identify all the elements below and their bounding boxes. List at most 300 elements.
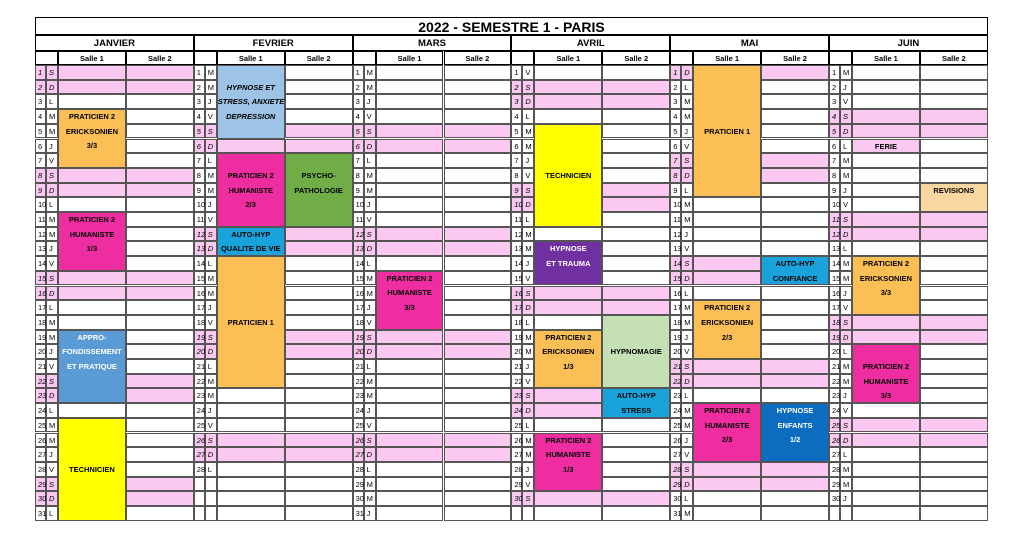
day-cell[interactable]: [126, 124, 194, 139]
day-cell[interactable]: [693, 477, 761, 492]
day-cell[interactable]: [376, 183, 444, 198]
day-cell[interactable]: [444, 477, 512, 492]
day-cell[interactable]: [920, 241, 988, 256]
day-cell[interactable]: [58, 94, 126, 109]
day-cell[interactable]: [285, 256, 353, 271]
day-cell[interactable]: [444, 109, 512, 124]
day-cell[interactable]: [376, 168, 444, 183]
day-cell[interactable]: [376, 403, 444, 418]
day-cell[interactable]: [217, 506, 285, 521]
event-block[interactable]: [58, 212, 126, 271]
day-cell[interactable]: [444, 374, 512, 389]
day-cell[interactable]: [376, 212, 444, 227]
event-block[interactable]: [761, 256, 829, 285]
day-cell[interactable]: [376, 506, 444, 521]
day-cell[interactable]: [852, 315, 920, 330]
day-cell[interactable]: [602, 300, 670, 315]
weekday-letter: L: [364, 462, 376, 477]
day-cell[interactable]: [761, 227, 829, 242]
day-cell[interactable]: [376, 124, 444, 139]
day-cell[interactable]: [126, 300, 194, 315]
day-cell[interactable]: [852, 94, 920, 109]
day-cell[interactable]: [285, 227, 353, 242]
event-block[interactable]: [852, 344, 920, 403]
day-cell[interactable]: [534, 506, 602, 521]
event-block[interactable]: [217, 65, 285, 139]
day-cell[interactable]: [852, 491, 920, 506]
day-cell[interactable]: [444, 80, 512, 95]
day-cell[interactable]: [534, 80, 602, 95]
day-cell[interactable]: [693, 462, 761, 477]
day-cell[interactable]: [444, 447, 512, 462]
day-cell[interactable]: [693, 227, 761, 242]
day-cell[interactable]: [126, 403, 194, 418]
day-cell[interactable]: [126, 330, 194, 345]
day-cell[interactable]: [58, 315, 126, 330]
event-block[interactable]: [534, 330, 602, 389]
day-cell[interactable]: [376, 241, 444, 256]
day-cell[interactable]: [920, 153, 988, 168]
day-cell[interactable]: [920, 286, 988, 301]
day-cell[interactable]: [852, 153, 920, 168]
day-cell[interactable]: [761, 197, 829, 212]
day-cell[interactable]: [852, 227, 920, 242]
event-block[interactable]: [534, 241, 602, 285]
day-cell[interactable]: [444, 315, 512, 330]
day-cell[interactable]: [534, 388, 602, 403]
day-cell[interactable]: [285, 506, 353, 521]
day-cell[interactable]: [852, 241, 920, 256]
day-cell[interactable]: [285, 344, 353, 359]
day-cell[interactable]: [444, 403, 512, 418]
day-cell[interactable]: [126, 506, 194, 521]
event-block[interactable]: [217, 227, 285, 256]
day-cell[interactable]: [217, 491, 285, 506]
day-cell[interactable]: [920, 462, 988, 477]
day-cell[interactable]: [693, 241, 761, 256]
day-cell[interactable]: [761, 65, 829, 80]
day-cell[interactable]: [285, 241, 353, 256]
day-cell[interactable]: [217, 418, 285, 433]
day-cell[interactable]: [761, 491, 829, 506]
day-cell[interactable]: [602, 124, 670, 139]
day-cell[interactable]: [602, 227, 670, 242]
day-cell[interactable]: [852, 212, 920, 227]
day-cell[interactable]: [444, 506, 512, 521]
day-cell[interactable]: [761, 359, 829, 374]
day-cell[interactable]: [376, 418, 444, 433]
day-cell[interactable]: [217, 139, 285, 154]
day-cell[interactable]: [58, 403, 126, 418]
day-cell[interactable]: [444, 388, 512, 403]
day-cell[interactable]: [920, 330, 988, 345]
day-cell[interactable]: [126, 359, 194, 374]
day-cell[interactable]: [285, 403, 353, 418]
day-cell[interactable]: [376, 477, 444, 492]
day-cell[interactable]: [602, 433, 670, 448]
day-cell[interactable]: [852, 197, 920, 212]
day-cell[interactable]: [376, 227, 444, 242]
day-cell[interactable]: [444, 153, 512, 168]
day-cell[interactable]: [920, 109, 988, 124]
day-cell[interactable]: [602, 80, 670, 95]
day-cell[interactable]: [693, 388, 761, 403]
day-cell[interactable]: [444, 271, 512, 286]
day-cell[interactable]: [602, 447, 670, 462]
day-cell[interactable]: [534, 109, 602, 124]
day-cell[interactable]: [444, 491, 512, 506]
day-cell[interactable]: [126, 212, 194, 227]
day-cell[interactable]: [852, 403, 920, 418]
day-cell[interactable]: [217, 447, 285, 462]
day-cell[interactable]: [285, 491, 353, 506]
day-cell[interactable]: [126, 65, 194, 80]
day-cell[interactable]: [920, 388, 988, 403]
day-number: 13: [35, 241, 46, 256]
event-block[interactable]: [852, 256, 920, 315]
day-cell[interactable]: [285, 65, 353, 80]
day-cell[interactable]: [217, 403, 285, 418]
day-cell[interactable]: [217, 462, 285, 477]
day-cell[interactable]: [761, 300, 829, 315]
day-cell[interactable]: [444, 124, 512, 139]
day-cell[interactable]: [602, 197, 670, 212]
day-cell[interactable]: [444, 433, 512, 448]
day-cell[interactable]: [693, 197, 761, 212]
day-cell[interactable]: [126, 447, 194, 462]
day-cell[interactable]: [761, 330, 829, 345]
day-cell[interactable]: [126, 491, 194, 506]
day-cell[interactable]: [444, 286, 512, 301]
day-cell[interactable]: [285, 80, 353, 95]
day-cell[interactable]: [534, 315, 602, 330]
day-cell[interactable]: [602, 418, 670, 433]
day-cell[interactable]: [126, 433, 194, 448]
day-cell[interactable]: [376, 359, 444, 374]
event-block[interactable]: [376, 271, 444, 330]
day-cell[interactable]: [761, 168, 829, 183]
day-cell[interactable]: [920, 300, 988, 315]
day-cell[interactable]: [852, 109, 920, 124]
day-cell[interactable]: [285, 447, 353, 462]
day-cell[interactable]: [376, 65, 444, 80]
day-cell[interactable]: [761, 462, 829, 477]
day-cell[interactable]: [852, 168, 920, 183]
day-cell[interactable]: [602, 168, 670, 183]
day-cell[interactable]: [852, 65, 920, 80]
day-cell[interactable]: [58, 197, 126, 212]
day-cell[interactable]: [534, 418, 602, 433]
day-cell[interactable]: [920, 433, 988, 448]
day-cell[interactable]: [852, 477, 920, 492]
day-cell[interactable]: [444, 183, 512, 198]
day-cell[interactable]: [920, 94, 988, 109]
day-cell[interactable]: [602, 212, 670, 227]
day-cell[interactable]: [534, 403, 602, 418]
day-cell[interactable]: [376, 462, 444, 477]
day-cell[interactable]: [534, 227, 602, 242]
day-cell[interactable]: [285, 330, 353, 345]
day-cell[interactable]: [693, 212, 761, 227]
day-number: 24: [35, 403, 46, 418]
day-cell[interactable]: [534, 300, 602, 315]
day-cell[interactable]: [602, 506, 670, 521]
day-cell[interactable]: [444, 94, 512, 109]
day-cell[interactable]: [602, 94, 670, 109]
day-cell[interactable]: [285, 139, 353, 154]
day-number: 10: [194, 197, 205, 212]
day-cell[interactable]: [602, 477, 670, 492]
day-cell[interactable]: [602, 491, 670, 506]
day-cell[interactable]: [444, 212, 512, 227]
day-cell[interactable]: [761, 315, 829, 330]
day-cell[interactable]: [285, 94, 353, 109]
day-cell[interactable]: [376, 256, 444, 271]
day-cell[interactable]: [761, 477, 829, 492]
day-cell[interactable]: [761, 183, 829, 198]
day-cell[interactable]: [852, 418, 920, 433]
day-cell[interactable]: [126, 256, 194, 271]
day-cell[interactable]: [444, 227, 512, 242]
day-cell[interactable]: [285, 433, 353, 448]
day-cell[interactable]: [920, 315, 988, 330]
day-cell[interactable]: [920, 139, 988, 154]
day-cell[interactable]: [285, 286, 353, 301]
day-cell[interactable]: [920, 477, 988, 492]
event-block[interactable]: [534, 124, 602, 227]
day-cell[interactable]: [126, 462, 194, 477]
day-cell[interactable]: [693, 491, 761, 506]
day-cell[interactable]: [602, 65, 670, 80]
day-cell[interactable]: [761, 139, 829, 154]
day-cell[interactable]: [761, 109, 829, 124]
day-cell[interactable]: [852, 330, 920, 345]
day-cell[interactable]: [693, 359, 761, 374]
day-number: 8: [35, 168, 46, 183]
day-cell[interactable]: [852, 80, 920, 95]
day-cell[interactable]: [285, 315, 353, 330]
day-cell[interactable]: [693, 286, 761, 301]
day-cell[interactable]: [602, 271, 670, 286]
event-block[interactable]: [852, 139, 920, 154]
day-cell[interactable]: [444, 300, 512, 315]
day-cell[interactable]: [444, 359, 512, 374]
day-cell[interactable]: [58, 65, 126, 80]
day-cell[interactable]: [602, 109, 670, 124]
day-cell[interactable]: [602, 286, 670, 301]
event-block[interactable]: [602, 388, 670, 417]
event-block[interactable]: [217, 256, 285, 388]
day-cell[interactable]: [376, 344, 444, 359]
day-cell[interactable]: [852, 506, 920, 521]
day-cell[interactable]: [376, 388, 444, 403]
weekday-letter: M: [840, 374, 852, 389]
day-cell[interactable]: [761, 94, 829, 109]
day-cell[interactable]: [58, 286, 126, 301]
day-cell[interactable]: [761, 124, 829, 139]
day-cell[interactable]: [920, 418, 988, 433]
day-cell[interactable]: [126, 286, 194, 301]
weekday-letter: J: [681, 124, 693, 139]
day-cell[interactable]: [920, 491, 988, 506]
day-cell[interactable]: [920, 80, 988, 95]
day-cell[interactable]: [534, 65, 602, 80]
day-cell[interactable]: [376, 433, 444, 448]
day-cell[interactable]: [852, 124, 920, 139]
day-cell[interactable]: [444, 139, 512, 154]
day-cell[interactable]: [444, 65, 512, 80]
day-cell[interactable]: [920, 124, 988, 139]
day-cell[interactable]: [920, 359, 988, 374]
day-cell[interactable]: [126, 183, 194, 198]
day-cell[interactable]: [602, 153, 670, 168]
day-cell[interactable]: [761, 388, 829, 403]
day-cell[interactable]: [126, 271, 194, 286]
day-cell[interactable]: [852, 447, 920, 462]
day-cell[interactable]: [693, 506, 761, 521]
day-cell[interactable]: [126, 227, 194, 242]
day-cell[interactable]: [761, 506, 829, 521]
day-cell[interactable]: [534, 491, 602, 506]
day-cell[interactable]: [126, 197, 194, 212]
day-cell[interactable]: [444, 256, 512, 271]
day-cell[interactable]: [376, 447, 444, 462]
day-cell[interactable]: [285, 271, 353, 286]
event-block[interactable]: [217, 153, 285, 227]
day-cell[interactable]: [285, 300, 353, 315]
event-block[interactable]: [761, 403, 829, 462]
day-cell[interactable]: [920, 447, 988, 462]
day-cell[interactable]: [285, 477, 353, 492]
day-cell[interactable]: [217, 433, 285, 448]
day-cell[interactable]: [920, 212, 988, 227]
day-cell[interactable]: [920, 374, 988, 389]
event-block[interactable]: [285, 153, 353, 227]
day-cell[interactable]: [444, 418, 512, 433]
day-cell[interactable]: [852, 433, 920, 448]
day-cell[interactable]: [852, 183, 920, 198]
day-cell[interactable]: [444, 168, 512, 183]
day-cell[interactable]: [602, 256, 670, 271]
day-cell[interactable]: [285, 388, 353, 403]
day-cell[interactable]: [761, 153, 829, 168]
day-cell[interactable]: [58, 80, 126, 95]
day-cell[interactable]: [58, 183, 126, 198]
day-cell[interactable]: [920, 227, 988, 242]
day-cell[interactable]: [126, 344, 194, 359]
day-cell[interactable]: [126, 80, 194, 95]
day-cell[interactable]: [58, 271, 126, 286]
day-cell[interactable]: [444, 330, 512, 345]
day-number: 2: [35, 80, 46, 95]
day-cell[interactable]: [376, 153, 444, 168]
day-cell[interactable]: [444, 197, 512, 212]
day-cell[interactable]: [920, 65, 988, 80]
day-cell[interactable]: [761, 286, 829, 301]
day-cell[interactable]: [285, 359, 353, 374]
day-cell[interactable]: [602, 462, 670, 477]
day-cell[interactable]: [376, 94, 444, 109]
day-cell[interactable]: [852, 462, 920, 477]
day-cell[interactable]: [126, 315, 194, 330]
day-cell[interactable]: [58, 168, 126, 183]
day-cell[interactable]: [693, 256, 761, 271]
day-cell[interactable]: [761, 241, 829, 256]
event-block[interactable]: [693, 403, 761, 462]
day-cell[interactable]: [920, 506, 988, 521]
day-cell[interactable]: [920, 344, 988, 359]
day-cell[interactable]: [376, 197, 444, 212]
day-cell[interactable]: [58, 300, 126, 315]
day-cell[interactable]: [534, 286, 602, 301]
day-cell[interactable]: [126, 241, 194, 256]
day-cell[interactable]: [920, 256, 988, 271]
day-cell[interactable]: [376, 80, 444, 95]
day-cell[interactable]: [285, 374, 353, 389]
day-cell[interactable]: [285, 124, 353, 139]
event-block[interactable]: [58, 109, 126, 168]
day-cell[interactable]: [761, 374, 829, 389]
day-cell[interactable]: [126, 168, 194, 183]
event-block[interactable]: [58, 330, 126, 404]
day-cell[interactable]: [920, 403, 988, 418]
event-block[interactable]: [534, 433, 602, 492]
day-cell[interactable]: [217, 388, 285, 403]
day-cell[interactable]: [126, 388, 194, 403]
day-cell[interactable]: [126, 94, 194, 109]
day-cell[interactable]: [602, 183, 670, 198]
day-cell[interactable]: [126, 374, 194, 389]
day-cell[interactable]: [920, 168, 988, 183]
day-cell[interactable]: [761, 212, 829, 227]
day-cell[interactable]: [920, 271, 988, 286]
day-cell[interactable]: [126, 153, 194, 168]
day-cell[interactable]: [217, 477, 285, 492]
day-cell[interactable]: [761, 344, 829, 359]
day-cell[interactable]: [761, 80, 829, 95]
day-cell[interactable]: [376, 374, 444, 389]
day-cell[interactable]: [444, 344, 512, 359]
day-number: 12: [194, 227, 205, 242]
day-cell[interactable]: [602, 241, 670, 256]
event-block[interactable]: [58, 418, 126, 521]
event-block[interactable]: [602, 315, 670, 389]
day-cell[interactable]: [285, 418, 353, 433]
day-number: 4: [35, 109, 46, 124]
day-cell[interactable]: [376, 139, 444, 154]
day-cell[interactable]: [285, 109, 353, 124]
day-number: 28: [35, 462, 46, 477]
day-cell[interactable]: [126, 139, 194, 154]
day-cell[interactable]: [126, 418, 194, 433]
day-cell[interactable]: [376, 330, 444, 345]
day-cell[interactable]: [693, 374, 761, 389]
day-cell[interactable]: [376, 109, 444, 124]
day-cell[interactable]: [602, 139, 670, 154]
day-cell[interactable]: [376, 491, 444, 506]
day-number: 19: [829, 330, 840, 345]
day-cell[interactable]: [444, 241, 512, 256]
day-cell[interactable]: [126, 109, 194, 124]
day-cell[interactable]: [693, 271, 761, 286]
day-cell[interactable]: [534, 94, 602, 109]
day-cell[interactable]: [285, 462, 353, 477]
day-cell[interactable]: [444, 462, 512, 477]
event-block[interactable]: [693, 300, 761, 359]
event-block[interactable]: [693, 65, 761, 197]
day-cell[interactable]: [126, 477, 194, 492]
event-block[interactable]: [920, 183, 988, 212]
